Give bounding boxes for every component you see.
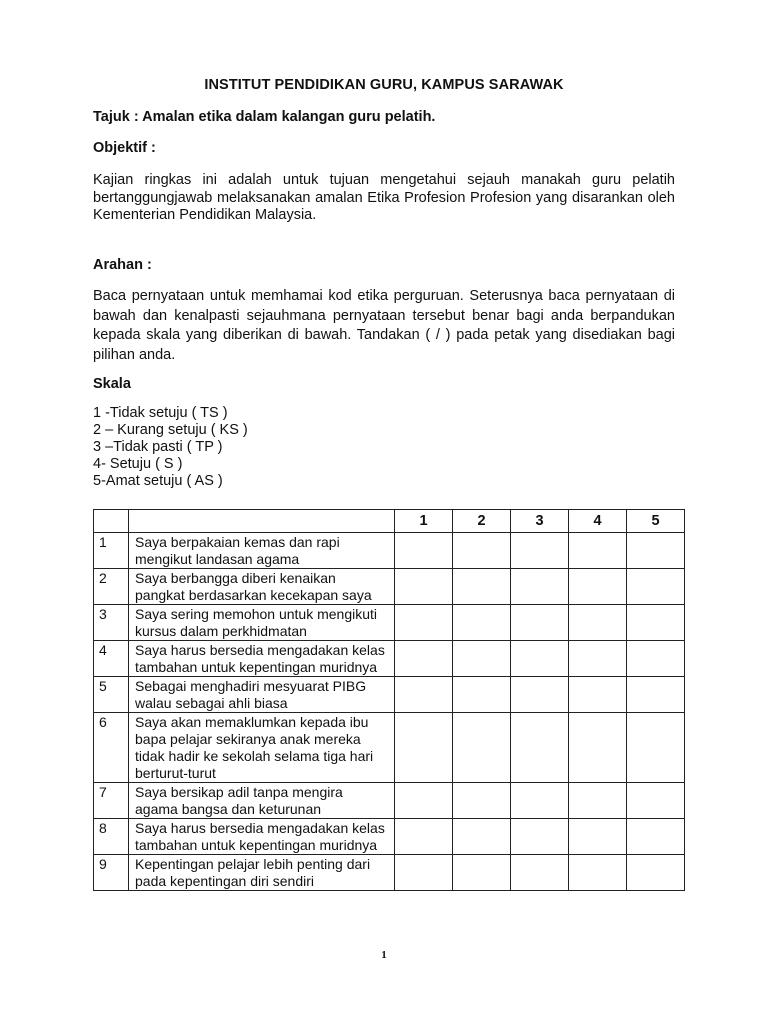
answer-cell[interactable] [395, 605, 453, 641]
row-number: 6 [94, 713, 129, 783]
answer-cell[interactable] [569, 855, 627, 891]
scale-item: 3 –Tidak pasti ( TP ) [93, 439, 223, 455]
header-scale-3: 3 [511, 510, 569, 533]
answer-cell[interactable] [453, 855, 511, 891]
answer-cell[interactable] [453, 713, 511, 783]
table-row [94, 641, 685, 677]
answer-cell[interactable] [453, 569, 511, 605]
tajuk-line: Tajuk : Amalan etika dalam kalangan guru pelatih. [93, 109, 436, 125]
objektif-paragraph: Kajian ringkas ini adalah untuk tujuan mengetahui sejauh manakah guru pelatih bertanggungjawab melaksanakan amalan Etika Profesion Profesion yang disarankan oleh Kementerian Pendidikan Malaysia. [93, 172, 675, 223]
arahan-paragraph: Baca pernyataan untuk memhamai kod etika perguruan. Seterusnya baca pernyataan di bawah dan kenalpasti sejauhmana pernyataan tersebut benar bagi anda berpandukan kepada skala yang diberikan di bawah. Tandakan ( / ) pada petak yang disediakan bagi pilihan anda. [93, 288, 675, 363]
answer-cell[interactable] [511, 855, 569, 891]
table-header-row [94, 510, 685, 533]
table-row [94, 819, 685, 855]
table-row [94, 569, 685, 605]
answer-cell[interactable] [627, 713, 685, 783]
row-number: 7 [94, 783, 129, 819]
row-statement: Saya harus bersedia mengadakan kelas tambahan untuk kepentingan muridnya [129, 819, 395, 855]
answer-cell[interactable] [395, 819, 453, 855]
row-statement: Sebagai menghadiri mesyuarat PIBG walau sebagai ahli biasa [129, 677, 395, 713]
answer-cell[interactable] [511, 713, 569, 783]
row-number: 5 [94, 677, 129, 713]
row-number: 3 [94, 605, 129, 641]
answer-cell[interactable] [511, 569, 569, 605]
table-row [94, 677, 685, 713]
answer-cell[interactable] [395, 855, 453, 891]
row-number: 2 [94, 569, 129, 605]
table-row [94, 783, 685, 819]
answer-cell[interactable] [453, 641, 511, 677]
answer-cell[interactable] [569, 641, 627, 677]
answer-cell[interactable] [627, 641, 685, 677]
table-row [94, 713, 685, 783]
row-statement: Saya berpakaian kemas dan rapi mengikut landasan agama [129, 533, 395, 569]
row-number: 9 [94, 855, 129, 891]
answer-cell[interactable] [627, 783, 685, 819]
row-number: 4 [94, 641, 129, 677]
header-scale-2: 2 [453, 510, 511, 533]
row-statement: Saya berbangga diberi kenaikan pangkat berdasarkan kecekapan saya [129, 569, 395, 605]
row-statement: Saya harus bersedia mengadakan kelas tambahan untuk kepentingan muridnya [129, 641, 395, 677]
table-row [94, 855, 685, 891]
answer-cell[interactable] [569, 783, 627, 819]
row-statement: Saya bersikap adil tanpa mengira agama bangsa dan keturunan [129, 783, 395, 819]
answer-cell[interactable] [453, 533, 511, 569]
answer-cell[interactable] [627, 533, 685, 569]
answer-cell[interactable] [395, 677, 453, 713]
answer-cell[interactable] [395, 641, 453, 677]
page-number: 1 [381, 949, 387, 961]
arahan-heading: Arahan : [93, 257, 152, 273]
answer-cell[interactable] [627, 569, 685, 605]
survey-table [93, 509, 685, 891]
answer-cell[interactable] [511, 605, 569, 641]
header-scale-5: 5 [627, 510, 685, 533]
document-title: INSTITUT PENDIDIKAN GURU, KAMPUS SARAWAK [204, 77, 564, 93]
answer-cell[interactable] [569, 677, 627, 713]
answer-cell[interactable] [453, 677, 511, 713]
answer-cell[interactable] [453, 819, 511, 855]
answer-cell[interactable] [627, 605, 685, 641]
scale-item: 1 -Tidak setuju ( TS ) [93, 405, 228, 421]
answer-cell[interactable] [569, 533, 627, 569]
answer-cell[interactable] [569, 819, 627, 855]
answer-cell[interactable] [511, 677, 569, 713]
answer-cell[interactable] [511, 641, 569, 677]
row-statement: Kepentingan pelajar lebih penting dari pada kepentingan diri sendiri [129, 855, 395, 891]
row-statement: Saya sering memohon untuk mengikuti kursus dalam perkhidmatan [129, 605, 395, 641]
table-row [94, 605, 685, 641]
answer-cell[interactable] [627, 677, 685, 713]
scale-item: 5-Amat setuju ( AS ) [93, 473, 223, 489]
answer-cell[interactable] [569, 605, 627, 641]
scale-list [93, 405, 248, 490]
row-number: 8 [94, 819, 129, 855]
header-no-cell [94, 510, 129, 533]
table-row [94, 533, 685, 569]
answer-cell[interactable] [395, 713, 453, 783]
skala-heading: Skala [93, 376, 131, 392]
answer-cell[interactable] [395, 783, 453, 819]
answer-cell[interactable] [569, 713, 627, 783]
scale-item: 4- Setuju ( S ) [93, 456, 183, 472]
header-scale-4: 4 [569, 510, 627, 533]
answer-cell[interactable] [453, 783, 511, 819]
answer-cell[interactable] [569, 569, 627, 605]
answer-cell[interactable] [511, 819, 569, 855]
objektif-heading: Objektif : [93, 140, 156, 156]
answer-cell[interactable] [453, 605, 511, 641]
scale-item: 2 – Kurang setuju ( KS ) [93, 422, 248, 438]
answer-cell[interactable] [627, 855, 685, 891]
header-statement-cell [129, 510, 395, 533]
answer-cell[interactable] [511, 533, 569, 569]
answer-cell[interactable] [395, 569, 453, 605]
answer-cell[interactable] [627, 819, 685, 855]
header-scale-1: 1 [395, 510, 453, 533]
row-statement: Saya akan memaklumkan kepada ibu bapa pelajar sekiranya anak mereka tidak hadir ke sekolah selama tiga hari berturut-turut [129, 713, 395, 783]
row-number: 1 [94, 533, 129, 569]
answer-cell[interactable] [511, 783, 569, 819]
answer-cell[interactable] [395, 533, 453, 569]
